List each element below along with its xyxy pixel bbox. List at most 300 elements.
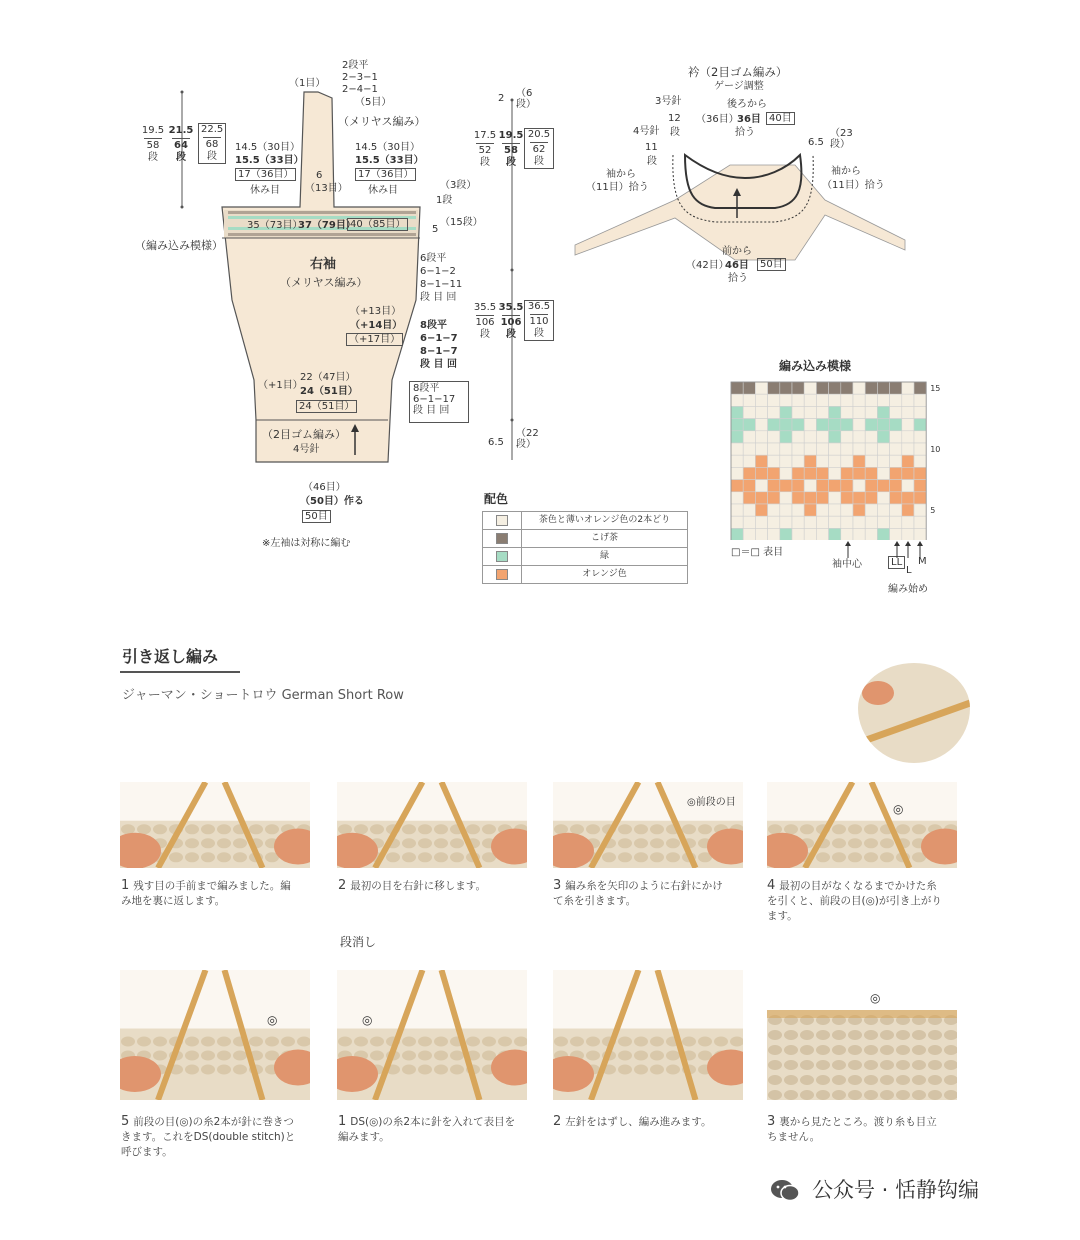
front-pick-3: 46目 xyxy=(725,260,749,271)
chart-cell xyxy=(816,455,828,467)
chart-cell xyxy=(743,382,755,394)
step-photo xyxy=(337,970,527,1100)
chart-cell xyxy=(768,455,780,467)
chart-title: 編み込み模様 xyxy=(779,359,852,373)
chart-cell xyxy=(865,443,877,455)
band-width-3: 40（85目） xyxy=(347,218,408,231)
chart-cell xyxy=(816,504,828,516)
chart-size-l: L xyxy=(906,565,912,576)
chart-cell xyxy=(829,516,841,528)
chart-cell xyxy=(780,419,792,431)
chart-cell xyxy=(804,382,816,394)
section-subtitle: ジャーマン・ショートロウ German Short Row xyxy=(122,688,404,703)
chart-cell xyxy=(768,480,780,492)
chart-cell xyxy=(804,419,816,431)
step-caption-1: 1 残す目の手前まで編みました。編み地を裏に返します。 xyxy=(121,878,291,907)
step-photo xyxy=(553,970,743,1100)
chart-cell xyxy=(829,406,841,418)
chart-cell xyxy=(743,467,755,479)
collar-left-rows-a: 12 xyxy=(668,113,681,124)
chart-cell xyxy=(804,480,816,492)
mid-cuff-rows: （22段） xyxy=(516,428,539,450)
colorwork-label: （編み込み模様） xyxy=(135,239,223,252)
step-photo xyxy=(120,782,310,868)
color-swatch xyxy=(483,530,522,547)
chart-cell xyxy=(816,516,828,528)
chart-cell xyxy=(731,528,743,540)
chart-cell xyxy=(768,467,780,479)
chart-cell xyxy=(816,480,828,492)
chart-cell xyxy=(816,467,828,479)
chart-cell xyxy=(902,419,914,431)
chart-cell xyxy=(841,492,853,504)
chart-row-number: 15 xyxy=(930,384,941,393)
chart-cell xyxy=(902,480,914,492)
chart-cell xyxy=(902,467,914,479)
color-key-label: オレンジ色 xyxy=(582,569,627,579)
step-photo xyxy=(553,782,743,868)
chart-cell xyxy=(768,528,780,540)
chart-cell xyxy=(780,431,792,443)
chart-cell xyxy=(865,504,877,516)
strap-stitch: （メリヤス編み） xyxy=(338,115,426,128)
left-height-1: 19.5 58 段 xyxy=(141,125,165,163)
chart-cell xyxy=(804,431,816,443)
strap-rows-1: 2段平 xyxy=(342,60,369,71)
left-shoulder-rest: 休み目 xyxy=(250,185,280,196)
increase-3: （+17目） xyxy=(346,333,403,346)
chart-cell xyxy=(816,528,828,540)
chart-cell xyxy=(755,419,767,431)
cast-on-2: （50目）作る xyxy=(300,496,364,507)
chart-cell xyxy=(755,394,767,406)
chart-cell xyxy=(792,516,804,528)
step-caption-6: 1 DS(◎)の糸2本に針を入れて表目を編みます。 xyxy=(338,1114,516,1143)
section-title: 引き返し編み xyxy=(122,647,219,666)
chart-cell xyxy=(743,419,755,431)
color-key-row xyxy=(483,565,687,583)
strap-rows-4: （5目） xyxy=(355,97,392,108)
chart-cell xyxy=(877,394,889,406)
mid-dec-1: 8段平 xyxy=(420,320,447,331)
color-key-title: 配色 xyxy=(484,492,509,506)
chart-cell xyxy=(780,467,792,479)
chart-cell xyxy=(890,394,902,406)
chart-cell xyxy=(780,492,792,504)
color-swatch xyxy=(483,566,522,583)
cast-on-1: （46目） xyxy=(303,482,346,493)
chart-cell xyxy=(755,455,767,467)
chart-cell xyxy=(853,382,865,394)
sleeve-pick-right-1: 袖から xyxy=(831,166,861,177)
back-pick-4: 拾う xyxy=(735,127,755,138)
collar-subtitle: ゲージ調整 xyxy=(714,81,764,92)
bottom-width-2: 24（51目） xyxy=(300,386,358,397)
chart-cell xyxy=(755,431,767,443)
chart-cell xyxy=(841,394,853,406)
chart-cell xyxy=(890,382,902,394)
inset-photo xyxy=(858,663,970,763)
chart-cell xyxy=(829,504,841,516)
sleeve-name: 右袖 xyxy=(310,257,337,272)
collar-title: 衿（2目ゴム編み） xyxy=(688,65,788,79)
mid-lower-2: 35.5 106 段 xyxy=(498,302,524,340)
chart-cell xyxy=(877,443,889,455)
plus-one: （+1目） xyxy=(258,380,303,391)
chart-cell xyxy=(853,455,865,467)
step-caption-8: 3 裏から見たところ。渡り糸も目立ちません。 xyxy=(767,1114,937,1143)
chart-cell xyxy=(890,443,902,455)
band-width-1: 35（73目） xyxy=(247,220,303,231)
chart-cell xyxy=(755,382,767,394)
chart-cell xyxy=(731,516,743,528)
chart-cell xyxy=(780,382,792,394)
chart-cell xyxy=(890,406,902,418)
back-pick-3: 40目 xyxy=(766,112,795,125)
collar-left-rows-e: 段 xyxy=(647,156,657,167)
symmetry-note: ※左袖は対称に編む xyxy=(262,538,351,549)
callout-step6: ◎ xyxy=(362,1013,373,1027)
chart-cell xyxy=(865,516,877,528)
right-shoulder-3: 17（36目） xyxy=(355,168,416,181)
chart-cell xyxy=(841,431,853,443)
callout-step5: ◎ xyxy=(267,1013,278,1027)
chart-cell xyxy=(804,467,816,479)
watermark-text: 公众号 · 恬静钩编 xyxy=(812,1178,980,1202)
chart-cell xyxy=(877,492,889,504)
chart-cell xyxy=(914,394,926,406)
chart-cell xyxy=(853,431,865,443)
chart-cell xyxy=(792,455,804,467)
chart-cell xyxy=(841,419,853,431)
chart-cell xyxy=(914,467,926,479)
chart-cell xyxy=(804,492,816,504)
chart-cell xyxy=(731,394,743,406)
wechat-icon xyxy=(770,1178,800,1202)
sleeve-stitch: （メリヤス編み） xyxy=(280,276,368,289)
sleeve-pick-left-2: （11目）拾う xyxy=(586,182,649,193)
chart-cell xyxy=(816,431,828,443)
upper-dec-4: 段 目 回 xyxy=(420,292,457,303)
chart-cell xyxy=(731,406,743,418)
chart-cell xyxy=(829,528,841,540)
chart-cell xyxy=(768,492,780,504)
color-key-row xyxy=(483,529,687,547)
mid-cuff-cm: 6.5 xyxy=(488,437,504,448)
chart-cell xyxy=(865,394,877,406)
chart-cell xyxy=(841,516,853,528)
chart-cell xyxy=(792,406,804,418)
chart-cell xyxy=(755,467,767,479)
chart-cell xyxy=(829,419,841,431)
chart-cell xyxy=(743,394,755,406)
chart-cell xyxy=(890,455,902,467)
chart-cell xyxy=(731,455,743,467)
callout-step3: ◎前段の目 xyxy=(687,797,736,808)
chart-cell xyxy=(804,504,816,516)
chart-cell xyxy=(890,516,902,528)
mid-lower-3: 36.5 110 段 xyxy=(524,300,554,341)
chart-cell xyxy=(853,492,865,504)
chart-cell xyxy=(731,431,743,443)
chart-cell xyxy=(768,431,780,443)
chart-cell xyxy=(743,406,755,418)
chart-cell xyxy=(902,455,914,467)
band-rows-cm: 5 xyxy=(432,224,439,235)
color-key-row xyxy=(483,512,687,529)
chart-cell xyxy=(877,406,889,418)
front-pick-5: 拾う xyxy=(728,273,748,284)
left-height-2: 21.5 64 段 xyxy=(168,125,194,163)
mid-dec-4: 段 目 回 xyxy=(420,359,457,370)
callout-step4: ◎ xyxy=(893,802,904,816)
color-key-label: 茶色と薄いオレンジ色の2本どり xyxy=(538,515,671,525)
callout-step8: ◎ xyxy=(870,991,881,1005)
strap-width-sts: （13目） xyxy=(305,183,348,194)
chart-cell xyxy=(902,516,914,528)
chart-cell xyxy=(865,431,877,443)
chart-cell xyxy=(914,443,926,455)
chart-cell xyxy=(853,443,865,455)
chart-size-m: M xyxy=(918,556,927,567)
chart-cell xyxy=(902,382,914,394)
chart-cell xyxy=(731,467,743,479)
chart-cell xyxy=(890,431,902,443)
step-caption-3: 3 編み糸を矢印のように右針にかけて糸を引きます。 xyxy=(553,878,723,907)
strap-rows-3: 2−4−1 xyxy=(342,84,378,95)
chart-cell xyxy=(853,480,865,492)
color-key-label: 緑 xyxy=(599,551,609,561)
collar-left-rows-c: 4号針 xyxy=(633,126,660,137)
chart-cell xyxy=(816,382,828,394)
chart-cell xyxy=(877,504,889,516)
step-caption-4: 4 最初の目がなくなるまでかけた糸を引くと、前段の目(◎)が引き上がります。 xyxy=(767,878,942,922)
chart-cell xyxy=(792,467,804,479)
chart-cell xyxy=(780,480,792,492)
chart-cell xyxy=(780,504,792,516)
band-width-2: 37（79目） xyxy=(298,220,356,231)
chart-row-number: 10 xyxy=(930,445,941,454)
front-pick-2: （42目） xyxy=(686,260,729,271)
chart-center: 袖中心 xyxy=(832,559,862,570)
chart-cell xyxy=(755,492,767,504)
right-shoulder-2: 15.5（33目） xyxy=(355,155,424,166)
chart-cell xyxy=(731,504,743,516)
chart-cell xyxy=(853,504,865,516)
back-pick-2: （36目） xyxy=(696,114,739,125)
chart-cell xyxy=(877,455,889,467)
chart-cell xyxy=(829,394,841,406)
chart-cell xyxy=(890,492,902,504)
chart-arrows xyxy=(840,538,940,560)
chart-cell xyxy=(743,492,755,504)
chart-cell xyxy=(731,443,743,455)
color-swatch xyxy=(483,512,522,529)
chart-cell xyxy=(780,406,792,418)
chart-cell xyxy=(841,406,853,418)
chart-cell xyxy=(768,382,780,394)
chart-cell xyxy=(914,516,926,528)
left-shoulder-1: 14.5（30目） xyxy=(235,142,300,153)
chart-cell xyxy=(902,431,914,443)
chart-cell xyxy=(743,528,755,540)
chart-cell xyxy=(780,528,792,540)
back-pick-2b: 36目 xyxy=(737,114,761,125)
step-photo xyxy=(120,970,310,1100)
chart-cell xyxy=(841,455,853,467)
cuff-label: （2目ゴム編み） xyxy=(262,428,346,441)
step-photo xyxy=(767,782,957,868)
right-shoulder-rest: 休み目 xyxy=(368,185,398,196)
chart-cell xyxy=(853,467,865,479)
chart-cell xyxy=(853,406,865,418)
chart-cell xyxy=(792,443,804,455)
chart-cell xyxy=(804,443,816,455)
collar-right-rows: （23段） xyxy=(830,128,853,150)
left-shoulder-2: 15.5（33目） xyxy=(235,155,304,166)
chart-cell xyxy=(768,419,780,431)
color-key-table xyxy=(482,511,688,584)
chart-cell xyxy=(755,443,767,455)
chart-cell xyxy=(743,480,755,492)
sleeve-pick-left-1: 袖から xyxy=(606,169,636,180)
front-pick-1: 前から xyxy=(722,246,752,257)
color-swatch xyxy=(483,548,522,565)
chart-cell xyxy=(755,516,767,528)
chart-cell xyxy=(743,516,755,528)
chart-cell xyxy=(914,480,926,492)
chart-cell xyxy=(877,419,889,431)
chart-cell xyxy=(902,394,914,406)
step-photo xyxy=(767,1010,957,1100)
chart-cell xyxy=(804,516,816,528)
chart-cell xyxy=(841,382,853,394)
undo-label: 段消し xyxy=(340,935,377,949)
lower-dec-box: 8段平 6−1−17 段 目 回 xyxy=(409,381,469,423)
band-rows-3: （15段） xyxy=(440,217,483,228)
chart-cell xyxy=(804,394,816,406)
collar-right-cm: 6.5 xyxy=(808,137,824,148)
mid-upper-3: 20.5 62 段 xyxy=(524,128,554,169)
chart-cell xyxy=(853,419,865,431)
upper-dec-1: 6段平 xyxy=(420,253,447,264)
chart-size-ll: LL xyxy=(888,556,905,569)
collar-needle: 3号針 xyxy=(655,96,682,107)
mid-top-cm: 2 xyxy=(498,93,505,104)
chart-cell xyxy=(877,480,889,492)
chart-cell xyxy=(768,516,780,528)
chart-cell xyxy=(853,516,865,528)
sleeve-shape xyxy=(0,0,480,470)
upper-dec-3: 8−1−11 xyxy=(420,279,463,290)
chart-cell xyxy=(829,492,841,504)
chart-cell xyxy=(816,406,828,418)
chart-cell xyxy=(877,467,889,479)
mid-dec-2: 6−1−7 xyxy=(420,333,458,344)
collar-left-rows-d: 11 xyxy=(645,142,658,153)
chart-cell xyxy=(780,516,792,528)
chart-cell xyxy=(731,382,743,394)
chart-legend: □＝□ 表目 xyxy=(731,547,784,558)
strap-stitch-count: （1目） xyxy=(289,78,326,89)
chart-cell xyxy=(853,394,865,406)
mid-dec-3: 8−1−7 xyxy=(420,346,458,357)
chart-cell xyxy=(816,443,828,455)
chart-cell xyxy=(914,419,926,431)
strap-rows-2: 2−3−1 xyxy=(342,72,378,83)
section-title-underline xyxy=(120,671,240,673)
chart-cell xyxy=(890,504,902,516)
chart-cell xyxy=(914,455,926,467)
chart-cell xyxy=(829,443,841,455)
colorwork-chart xyxy=(729,380,959,540)
color-key-label: こげ茶 xyxy=(590,533,618,543)
front-pick-4: 50目 xyxy=(757,258,786,271)
chart-cell xyxy=(877,382,889,394)
chart-cell xyxy=(865,406,877,418)
chart-cell xyxy=(902,406,914,418)
chart-row-number: 5 xyxy=(930,506,936,515)
chart-cell xyxy=(841,443,853,455)
chart-cell xyxy=(768,394,780,406)
cast-on-3: 50目 xyxy=(302,510,331,523)
chart-cell xyxy=(816,492,828,504)
chart-cell xyxy=(816,419,828,431)
chart-cell xyxy=(865,467,877,479)
chart-cell xyxy=(865,455,877,467)
chart-cell xyxy=(755,504,767,516)
chart-cell xyxy=(890,419,902,431)
strap-width: 6 xyxy=(316,170,323,181)
chart-cell xyxy=(902,443,914,455)
chart-cell xyxy=(780,455,792,467)
upper-dec-2: 6−1−2 xyxy=(420,266,456,277)
chart-cell xyxy=(780,394,792,406)
chart-cell xyxy=(865,480,877,492)
chart-cell xyxy=(914,492,926,504)
collar-left-rows-b: 段 xyxy=(670,127,680,138)
chart-cell xyxy=(877,516,889,528)
chart-cell xyxy=(829,455,841,467)
bottom-width-1: 22（47目） xyxy=(300,372,356,383)
chart-cell xyxy=(743,443,755,455)
step-caption-7: 2 左針をはずし、編み進みます。 xyxy=(553,1114,712,1129)
mid-lower-1: 35.5 106 段 xyxy=(473,302,497,340)
chart-cell xyxy=(755,528,767,540)
band-rows-2: 1段 xyxy=(436,195,453,206)
step-photo xyxy=(337,782,527,868)
chart-cell xyxy=(792,431,804,443)
chart-cell xyxy=(865,419,877,431)
chart-cell xyxy=(768,504,780,516)
chart-cell xyxy=(816,394,828,406)
chart-cell xyxy=(902,504,914,516)
increase-1: （+13目） xyxy=(350,306,402,317)
chart-cell xyxy=(731,492,743,504)
mid-upper-2: 19.5 58 段 xyxy=(498,130,524,168)
color-key-row xyxy=(483,547,687,565)
left-shoulder-3: 17（36目） xyxy=(235,168,296,181)
chart-cell xyxy=(841,467,853,479)
chart-cell xyxy=(829,467,841,479)
chart-cell xyxy=(743,504,755,516)
back-pick-1: 後ろから xyxy=(727,99,767,110)
chart-cell xyxy=(731,480,743,492)
chart-cell xyxy=(914,504,926,516)
bottom-width-3: 24（51目） xyxy=(296,400,357,413)
chart-cell xyxy=(804,455,816,467)
chart-cell xyxy=(804,528,816,540)
